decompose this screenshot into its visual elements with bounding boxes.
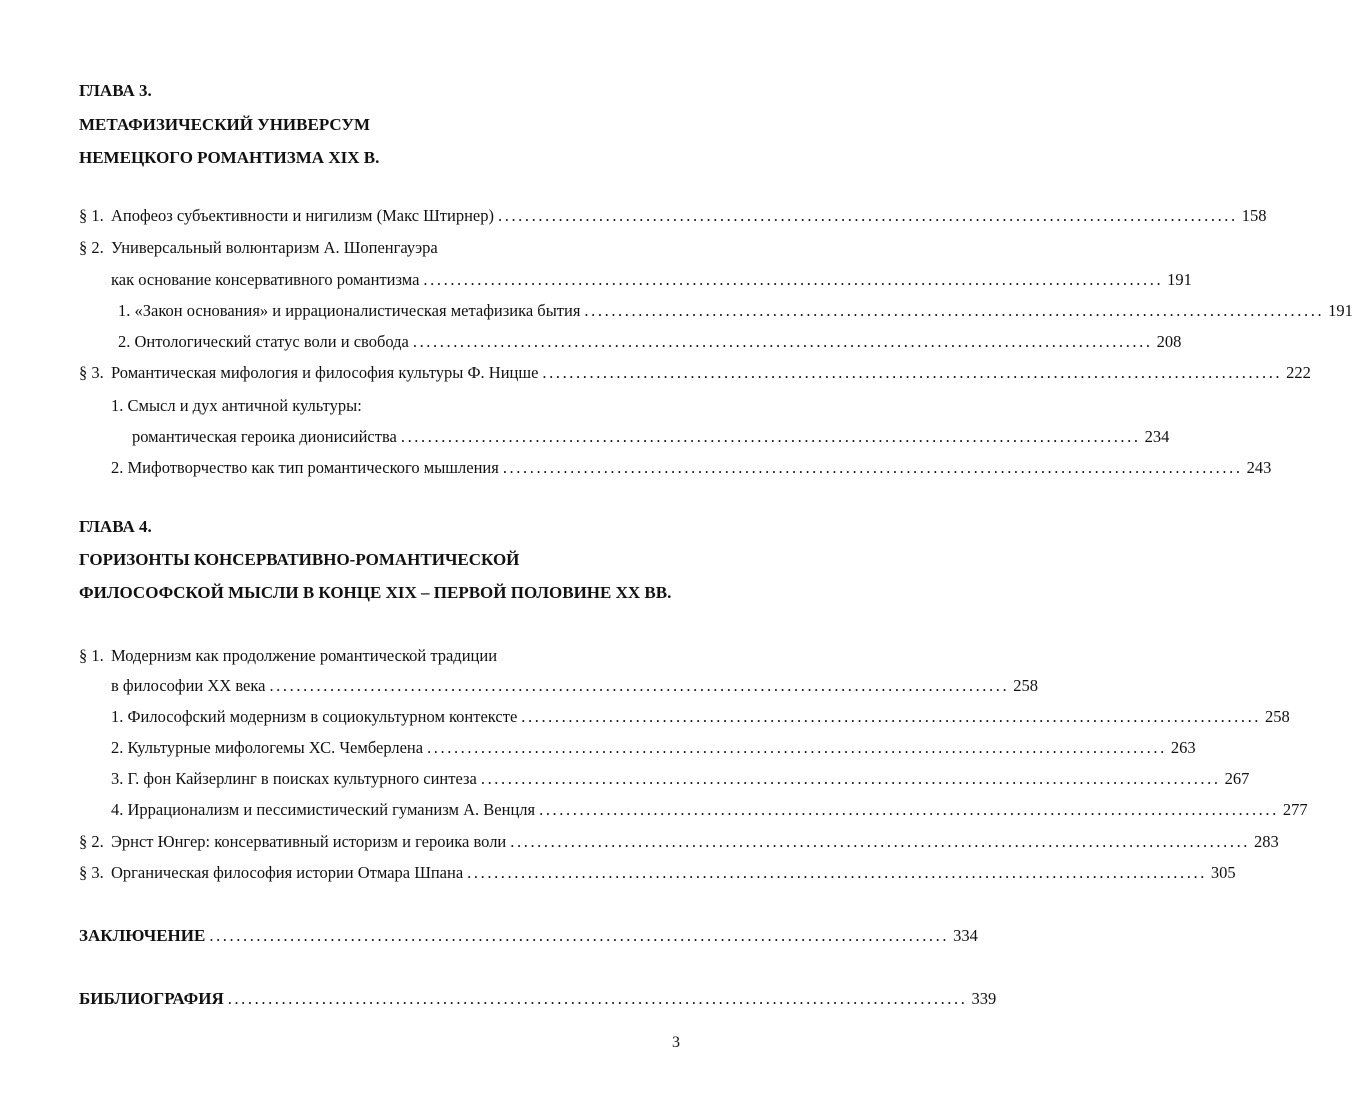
entry-title: как основание консервативного романтизма [111, 270, 420, 289]
entry-title: 2. Мифотворчество как тип романтического мышления [111, 458, 499, 477]
toc-entry-ch3-s2-cont[interactable] [111, 270, 1192, 290]
entry-title: 4. Иррационализм и пессимистический гуманизм А. Венцля [111, 800, 536, 819]
toc-entry-ch3-s3-1[interactable] [111, 396, 682, 416]
entry-page-number: 243 [1246, 458, 1272, 477]
entry-page-number: 267 [1224, 769, 1250, 788]
entry-page-number: 339 [971, 989, 997, 1008]
toc-entry-ch4-s1-cont[interactable] [111, 676, 1038, 696]
toc-entry-ch3-s2-1[interactable] [118, 301, 1353, 321]
toc-entry-ch3-s2-2[interactable] [118, 332, 1182, 352]
entry-page-number: 305 [1210, 863, 1236, 882]
entry-title: 2. Онтологический статус воли и свобода [118, 332, 409, 351]
dot-leader: .............................................................................................................. [480, 769, 1221, 788]
entry-title: Романтическая мифология и философия культуры Ф. Ницше [111, 363, 539, 382]
toc-entry-ch3-s3-1-cont[interactable] [132, 427, 1170, 447]
toc-entry-ch4-s2[interactable] [79, 832, 1279, 852]
toc-entry-ch4-s1-2[interactable] [111, 738, 1196, 758]
page-number: 3 [672, 1034, 680, 1051]
entry-title: 2. Культурные мифологемы ХС. Чемберлена [111, 738, 424, 757]
entry-page-number: 234 [1144, 427, 1170, 446]
toc-entry-ch4-s1-3[interactable] [111, 769, 1250, 789]
entry-title: 3. Г. фон Кайзерлинг в поисках культурного синтеза [111, 769, 477, 788]
toc-entry-ch4-s3[interactable] [79, 863, 1236, 883]
entry-title: Апофеоз субъективности и нигилизм (Макс Штирнер) [111, 206, 494, 225]
toc-entry-ch3-s3-2[interactable] [111, 458, 1272, 478]
toc-entry-ch4-s1-4[interactable] [111, 800, 1308, 820]
entry-title: 1. Философский модернизм в социокультурном контексте [111, 707, 518, 726]
entry-title: Универсальный волюнтаризм А. Шопенгауэра [111, 238, 438, 257]
entry-title: в философии XX века [111, 676, 266, 695]
entry-page-number: 263 [1170, 738, 1196, 757]
entry-page-number: 283 [1254, 832, 1279, 851]
section-number: § 3. [79, 863, 104, 882]
dot-leader: .............................................................................................................. [412, 332, 1153, 351]
toc-entry-ch3-s1[interactable] [79, 206, 1267, 226]
dot-leader: .............................................................................................................. [498, 206, 1238, 225]
chapter-4-title-line-2: ФИЛОСОФСКОЙ МЫСЛИ В КОНЦЕ XIX – ПЕРВОЙ ПОЛОВИНЕ XX ВВ. [79, 583, 672, 602]
dot-leader: .............................................................................................................. [269, 676, 1010, 695]
chapter-3-label: ГЛАВА 3. [79, 81, 152, 100]
section-number: § 1. [79, 206, 104, 225]
entry-title: романтическая героика дионисийства [132, 427, 397, 446]
entry-title: БИБЛИОГРАФИЯ [79, 989, 224, 1008]
entry-title: Модернизм как продолжение романтической традиции [111, 646, 498, 665]
entry-page-number: 277 [1282, 800, 1308, 819]
section-number: § 2. [79, 832, 104, 851]
entry-page-number: 191 [1328, 301, 1353, 320]
chapter-3-title-line-2: НЕМЕЦКОГО РОМАНТИЗМА XIX В. [79, 148, 380, 167]
entry-page-number: 158 [1241, 206, 1267, 225]
chapter-4-title-line-1: ГОРИЗОНТЫ КОНСЕРВАТИВНО-РОМАНТИЧЕСКОЙ [79, 550, 520, 569]
chapter-4-label: ГЛАВА 4. [79, 517, 152, 536]
dot-leader: .............................................................................................................. [542, 363, 1283, 382]
dot-leader: .............................................................................................................. [521, 707, 1262, 726]
entry-title: 1. «Закон основания» и иррационалистическая метафизика бытия [118, 301, 581, 320]
dot-leader: .............................................................................................................. [400, 427, 1141, 446]
dot-leader: .............................................................................................................. [510, 832, 1251, 851]
entry-page-number: 191 [1167, 270, 1192, 289]
entry-page-number: 208 [1156, 332, 1182, 351]
entry-page-number: 258 [1265, 707, 1290, 726]
dot-leader: .............................................................................................................. [423, 270, 1164, 289]
entry-title: Органическая философия истории Отмара Шпана [111, 863, 464, 882]
entry-page-number: 222 [1286, 363, 1311, 382]
dot-leader: .............................................................................................................. [467, 863, 1207, 882]
section-number: § 1. [79, 646, 104, 665]
toc-entry-ch3-s2[interactable] [79, 238, 682, 258]
dot-leader: .............................................................................................................. [427, 738, 1167, 757]
section-number: § 2. [79, 238, 104, 257]
dot-leader: .............................................................................................................. [227, 989, 968, 1008]
entry-title: 1. Смысл и дух античной культуры: [111, 396, 362, 415]
toc-entry-bibliography[interactable] [79, 989, 997, 1009]
toc-entry-conclusion[interactable] [79, 926, 978, 946]
entry-title: Эрнст Юнгер: консервативный историзм и героика воли [111, 832, 507, 851]
chapter-3-title-line-1: МЕТАФИЗИЧЕСКИЙ УНИВЕРСУМ [79, 115, 370, 134]
toc-entry-ch4-s1-1[interactable] [111, 707, 1290, 727]
entry-page-number: 334 [953, 926, 978, 945]
dot-leader: .............................................................................................................. [502, 458, 1243, 477]
dot-leader: .............................................................................................................. [209, 926, 950, 945]
section-number: § 3. [79, 363, 104, 382]
toc-entry-ch3-s3[interactable] [79, 363, 1311, 383]
dot-leader: .............................................................................................................. [539, 800, 1279, 819]
dot-leader: .............................................................................................................. [584, 301, 1325, 320]
entry-page-number: 258 [1013, 676, 1038, 695]
entry-title: ЗАКЛЮЧЕНИЕ [79, 926, 206, 945]
toc-entry-ch4-s1[interactable] [79, 646, 682, 666]
